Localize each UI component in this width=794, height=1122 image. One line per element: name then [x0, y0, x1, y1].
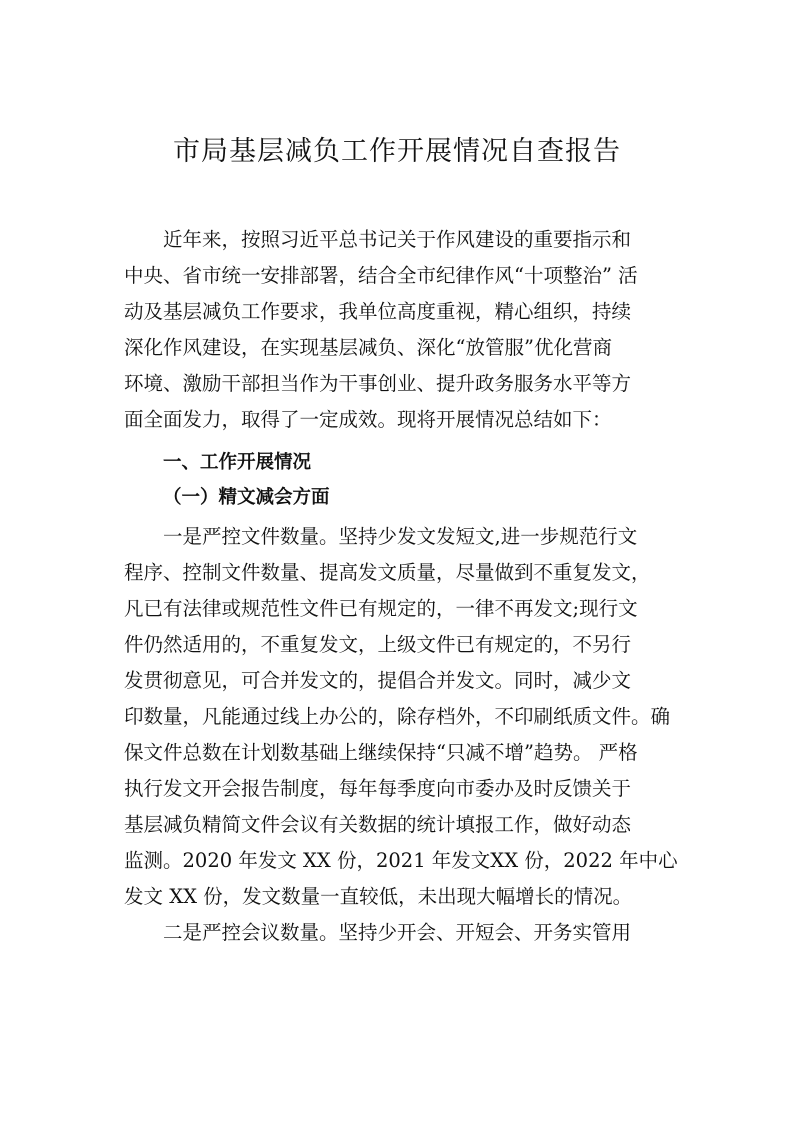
paragraph-line-text: 发贯彻意见，可合并发文的，提倡合并发文。同时，减少文	[124, 669, 632, 692]
paragraph-line	[0, 700, 794, 734]
paragraph-line	[0, 736, 794, 770]
paragraph-line-text: 执行发文开会报告制度，每年每季度向市委办及时反馈关于	[124, 777, 632, 800]
intro-line-text: 动及基层减负工作要求，我单位高度重视，精心组织，持续	[124, 300, 632, 323]
paragraph-line-text: 凡已有法律或规范性文件已有规定的，一律不再发文;现行文	[124, 597, 638, 620]
paragraph-line	[0, 772, 794, 806]
paragraph-line-text: 程序、控制文件数量、提高发文质量，尽量做到不重复发文，	[124, 561, 651, 584]
paragraph-line	[0, 664, 794, 698]
paragraph-line-text: 印数量，凡能通过线上办公的，除存档外，不印刷纸质文件。确	[124, 705, 671, 728]
intro-line-text: 中央、省市统一安排部署，结合全市纪律作风“十项整治” 活	[124, 264, 638, 287]
subsection-heading	[0, 481, 794, 515]
intro-line	[0, 367, 794, 401]
intro-line	[0, 403, 794, 437]
paragraph-line-text: 一是严控文件数量。坚持少发文发短文,进一步规范行文	[163, 525, 638, 548]
paragraph-line	[0, 556, 794, 590]
intro-line-text: 面全面发力，取得了一定成效。现将开展情况总结如下：	[124, 408, 612, 431]
paragraph-line-text: 基层减负精简文件会议有关数据的统计填报工作，做好动态	[124, 813, 632, 836]
paragraph-line	[0, 592, 794, 626]
section-heading-text: 一、工作开展情况	[163, 452, 312, 473]
paragraph-line	[0, 880, 794, 914]
paragraph-line-text: 件仍然适用的，不重复发文，上级文件已有规定的，不另行	[124, 633, 632, 656]
intro-line	[0, 259, 794, 293]
paragraph-line	[0, 628, 794, 662]
intro-line	[0, 331, 794, 365]
paragraph-line	[0, 844, 794, 878]
intro-line-text: 环境、激励干部担当作为干事创业、提升政务服务水平等方	[124, 372, 632, 395]
paragraph-line-text: 二是严控会议数量。坚持少开会、开短会、开务实管用	[163, 921, 632, 944]
intro-line	[0, 223, 794, 257]
paragraph-line	[0, 916, 794, 950]
intro-line-text: 近年来，按照习近平总书记关于作风建设的重要指示和	[163, 228, 632, 251]
paragraph-line	[0, 520, 794, 554]
subsection-heading-text: （一）精文减会方面	[163, 487, 330, 508]
page-title: 市局基层减负工作开展情况自查报告	[173, 136, 621, 167]
section-heading	[0, 446, 794, 480]
intro-line	[0, 295, 794, 329]
paragraph-line	[0, 808, 794, 842]
paragraph-line-text: 监测。2020 年发文 XX 份，2021 年发文XX 份，2022 年中心	[124, 849, 678, 872]
intro-line-text: 深化作风建设，在实现基层减负、深化“放管服”优化营商	[124, 336, 612, 359]
paragraph-line-text: 保文件总数在计划数基础上继续保持“只减不增”趋势。 严格	[124, 741, 638, 764]
paragraph-line-text: 发文 XX 份，发文数量一直较低，未出现大幅增长的情况。	[124, 885, 633, 908]
